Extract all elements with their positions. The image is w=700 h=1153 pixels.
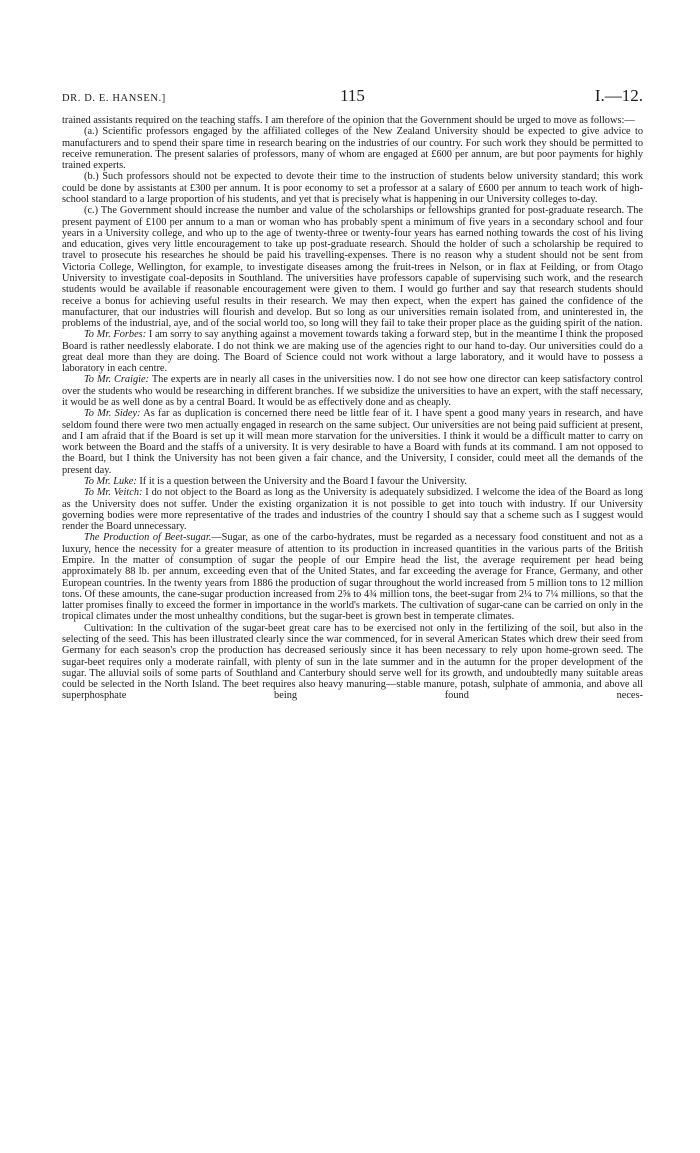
paragraph: To Mr. Veitch: I do not object to the Board as long as the University is adequately subsidized. I welcome the idea of the Board as long as the University does not suffer. Under the existing organization it is not possible to get into touch with industry. If our University governing bodies were more representative of the trades and industries of the country I should say that a scheme such as I suggest would render the Board unnecessary. bbox=[62, 487, 643, 533]
paragraph-lead: To Mr. Forbes: bbox=[84, 329, 147, 341]
page-number: 115 bbox=[340, 86, 365, 105]
section-paragraph: The Production of Beet-sugar.—Sugar, as one of the carbo-hydrates, must be regarded as a necessary food constituent and not as a luxury, hence the necessity for a greater measure of attention to its production in increased quantities in the various parts of the British Empire. In the matter of consumption of sugar the people of our Empire head the list, the average requirement per head being approximately 88 lb. per annum, exceeding even that of the United States, and far exceeding the average for France, Germany, and other European countries. In the twenty years from 1886 the production of sugar throughout the world increased from 5 million tons to 12 million tons. Of these amounts, the cane-sugar production increased from 2⅝ to 4¾ million tons, the beet-sugar from 2¼ to 7¼ millions, so that the latter promises finally to exceed the former in importance in the world's markets. The cultivation of sugar-cane can be carried on only in the tropical climates under the most unhealthy conditions, but the sugar-beet is grown best in temperate climates. bbox=[62, 532, 643, 623]
paragraph: (a.) Scientific professors engaged by the affiliated colleges of the New Zealand University should be expected to give advice to manufacturers and to spend their spare time in research bearing on the industries of our country. For such work they should be permitted to receive remuneration. The present salaries of professors, many of whom are engaged at £600 per annum, are but poor payments for highly trained experts. bbox=[62, 126, 643, 172]
paragraph: To Mr. Craigie: The experts are in nearly all cases in the universities now. I do not see how one director can keep satisfactory control over the students who would be researching in different branches. If we subsidize the universities to have an expert, with the staff necessary, it would be as well done as by a central Board. It would be as effectively done and as cheaply. bbox=[62, 374, 643, 409]
document-reference: I.—12. bbox=[594, 86, 643, 105]
paragraph: (b.) Such professors should not be expected to devote their time to the instruction of students below university standard; this work could be done by assistants at £300 per annum. It is poor economy to set a professor at a salary of £600 per annum to teach work of high-school standard to a large proportion of his students, and yet that is precisely what is happening in our University colleges to-day. bbox=[62, 171, 643, 205]
header-author: DR. D. E. HANSEN.] bbox=[62, 93, 166, 104]
paragraph: Cultivation: In the cultivation of the sugar-beet great care has to be exercised not only in the fertilizing of the soil, but also in the selecting of the seed. This has been illustrated clearly since the war commenced, for in several American States which drew their seed from Germany for each season's crop the production has decreased seriously since it has been necessary to rely upon home-grown seed. The sugar-beet requires only a moderate rainfall, with plenty of sun in the late summer and in the autumn for the proper development of the sugar. The alluvial soils of some parts of Southland and Canterbury should serve well for its growth, and undoubtedly many suitable areas could be selected in the North Island. The beet requires also heavy manuring—stable manure, potash, sulphate of ammonia, and above all superphosphate being found neces- bbox=[62, 622, 643, 702]
paragraph-lead: To Mr. Veitch: bbox=[84, 487, 143, 499]
paragraph: To Mr. Sidey: As far as duplication is concerned there need be little fear of it. I have spent a good many years in research, and have seldom found there were two men actually engaged in research on the same subject. Our universities are not being paid sufficient at present, and I am afraid that if the Board is set up it will mean more starvation for the universities. I think it would be a difficult matter to carry on work between the Board and the staffs of a university. It is very desirable to have a Board with funds at its command. I am not opposed to the Board, but I think the University has not been given a fair chance, and the University, I consider, could meet all the demands of the present day. bbox=[62, 408, 643, 476]
paragraph: (c.) The Government should increase the number and value of the scholarships or fellowships granted for post-graduate research. The present payment of £100 per annum to a man or woman who has probably spent a minimum of five years in a secondary school and four years in a University college, and who up to the age of twenty-three or twenty-four years has earned nothing towards the cost of his living and education, gives very little encouragement to take up post-graduate research. Should the holder of such a scholarship be required to travel to prosecute his researches he should be paid his travelling-expenses. There is no reason why a student should not be sent from Victoria College, Wellington, for example, to investigate diseases among the fruit-trees in Nelson, or in flax at Feilding, or from Otago University to investigate coal-deposits in Southland. The universities have professors capable of supervising such work, and the research students would be available if reasonable encouragement were given to them. I would go further and say that research students should receive a bonus for achieving useful results in their research. We may then expect, when the expert has gained the confidence of the manufacturer, that our industries will flourish and develop. But so long as our universities remain isolated from, and uninterested in, the problems of the industrial, aye, and of the social world too, so long will they fail to take their proper place as the guiding spirit of the nation. bbox=[62, 205, 643, 330]
section-heading: The Production of Beet-sugar. bbox=[84, 532, 212, 544]
page-header bbox=[62, 86, 643, 106]
paragraph: To Mr. Luke: If it is a question between the University and the Board I favour the University. bbox=[84, 476, 468, 487]
paragraph-lead: To Mr. Luke: bbox=[84, 476, 137, 487]
paragraph: trained assistants required on the teaching staffs. I am therefore of the opinion that the Government should be urged to move as follows:— bbox=[62, 115, 635, 126]
body-text bbox=[62, 115, 643, 702]
paragraph-lead: To Mr. Craigie: bbox=[84, 374, 150, 386]
paragraph: To Mr. Forbes: I am sorry to say anything against a movement towards taking a forward step, but in the meantime I think the proposed Board is rather needlessly elaborate. I do not think we are making use of the agencies right to our hand to-day. Our universities could do a great deal more than they are doing. The Board of Science could not work without a large laboratory, and it would have to possess a laboratory in each centre. bbox=[62, 329, 643, 375]
paragraph-lead: To Mr. Sidey: bbox=[84, 408, 141, 420]
